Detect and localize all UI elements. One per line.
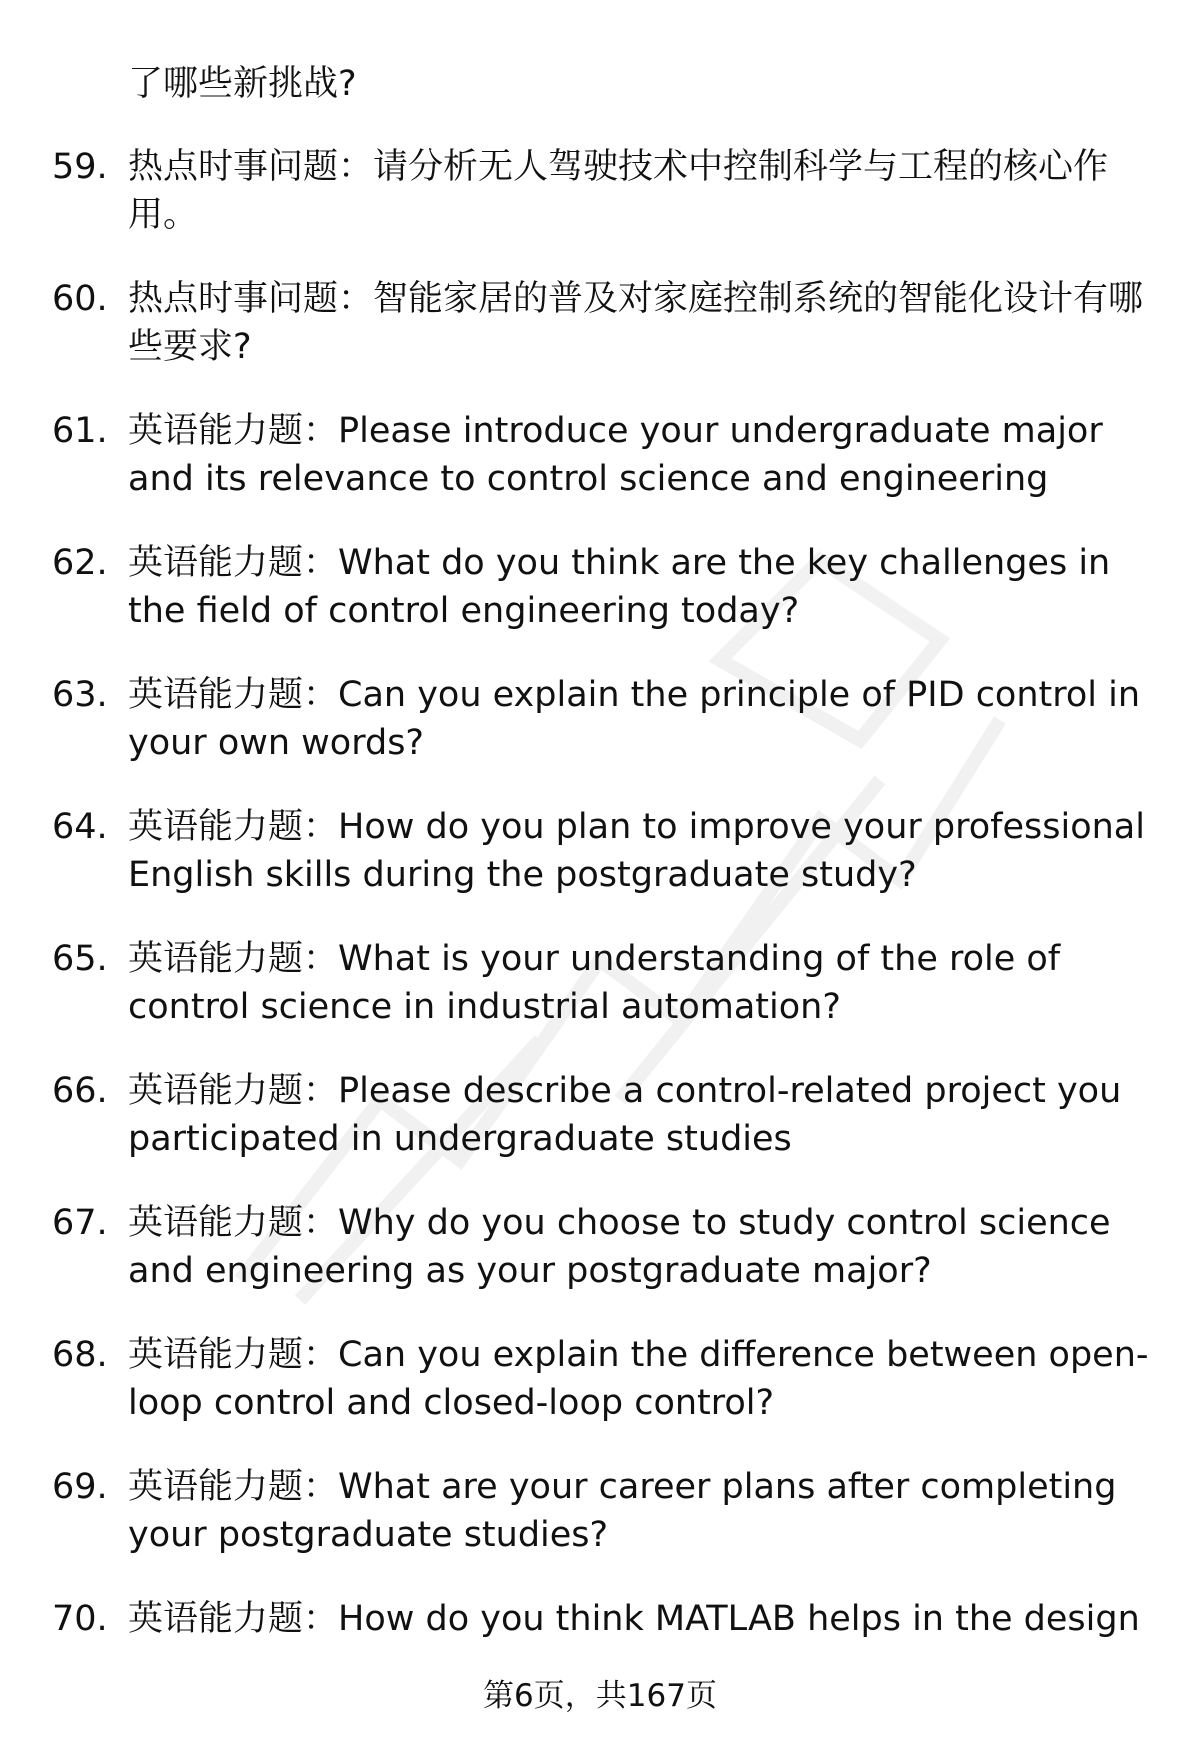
question-text: 英语能力题：How do you think MATLAB helps in the design	[128, 1599, 1140, 1639]
question-text: 热点时事问题：智能家居的普及对家庭控制系统的智能化设计有哪些要求?	[128, 279, 1144, 367]
list-item	[0, 1595, 1200, 1643]
question-number: 59.	[52, 147, 108, 187]
question-text: 英语能力题：Can you explain the difference between open-loop control and closed-loop control?	[128, 1335, 1149, 1423]
continuation-text: 了哪些新挑战?	[128, 64, 357, 104]
list-item	[0, 1199, 1200, 1295]
question-text: 英语能力题：Can you explain the principle of PID control in your own words?	[128, 675, 1141, 763]
question-list	[0, 143, 1200, 1679]
question-number: 61.	[52, 411, 108, 451]
question-text: 英语能力题：What do you think are the key challenges in the field of control engineering today?	[128, 543, 1111, 631]
question-number: 60.	[52, 279, 108, 319]
list-item	[0, 275, 1200, 371]
list-item	[0, 539, 1200, 635]
question-number: 62.	[52, 543, 108, 583]
question-number: 66.	[52, 1071, 108, 1111]
question-number: 64.	[52, 807, 108, 847]
list-item	[0, 935, 1200, 1031]
question-number: 68.	[52, 1335, 108, 1375]
question-text: 英语能力题：How do you plan to improve your professional English skills during the postgraduate study?	[128, 807, 1145, 895]
list-item	[0, 1463, 1200, 1559]
page-footer: 第6页，共167页	[483, 1678, 717, 1714]
list-item	[0, 407, 1200, 503]
question-number: 63.	[52, 675, 108, 715]
list-item	[0, 1067, 1200, 1163]
question-number: 67.	[52, 1203, 108, 1243]
list-item	[0, 1331, 1200, 1427]
question-text: 热点时事问题：请分析无人驾驶技术中控制科学与工程的核心作用。	[128, 147, 1109, 235]
list-item	[0, 671, 1200, 767]
list-item	[0, 143, 1200, 239]
question-text: 英语能力题：Please introduce your undergraduate major and its relevance to control science and engineering	[128, 411, 1103, 499]
question-text: 英语能力题：Please describe a control-related project you participated in undergraduate studies	[128, 1071, 1122, 1159]
list-item	[0, 803, 1200, 899]
question-text: 英语能力题：Why do you choose to study control science and engineering as your postgraduate major?	[128, 1203, 1111, 1291]
question-number: 70.	[52, 1599, 108, 1639]
question-number: 65.	[52, 939, 108, 979]
question-number: 69.	[52, 1467, 108, 1507]
question-text: 英语能力题：What is your understanding of the role of control science in industrial automation?	[128, 939, 1061, 1027]
question-text: 英语能力题：What are your career plans after completing your postgraduate studies?	[128, 1467, 1117, 1555]
